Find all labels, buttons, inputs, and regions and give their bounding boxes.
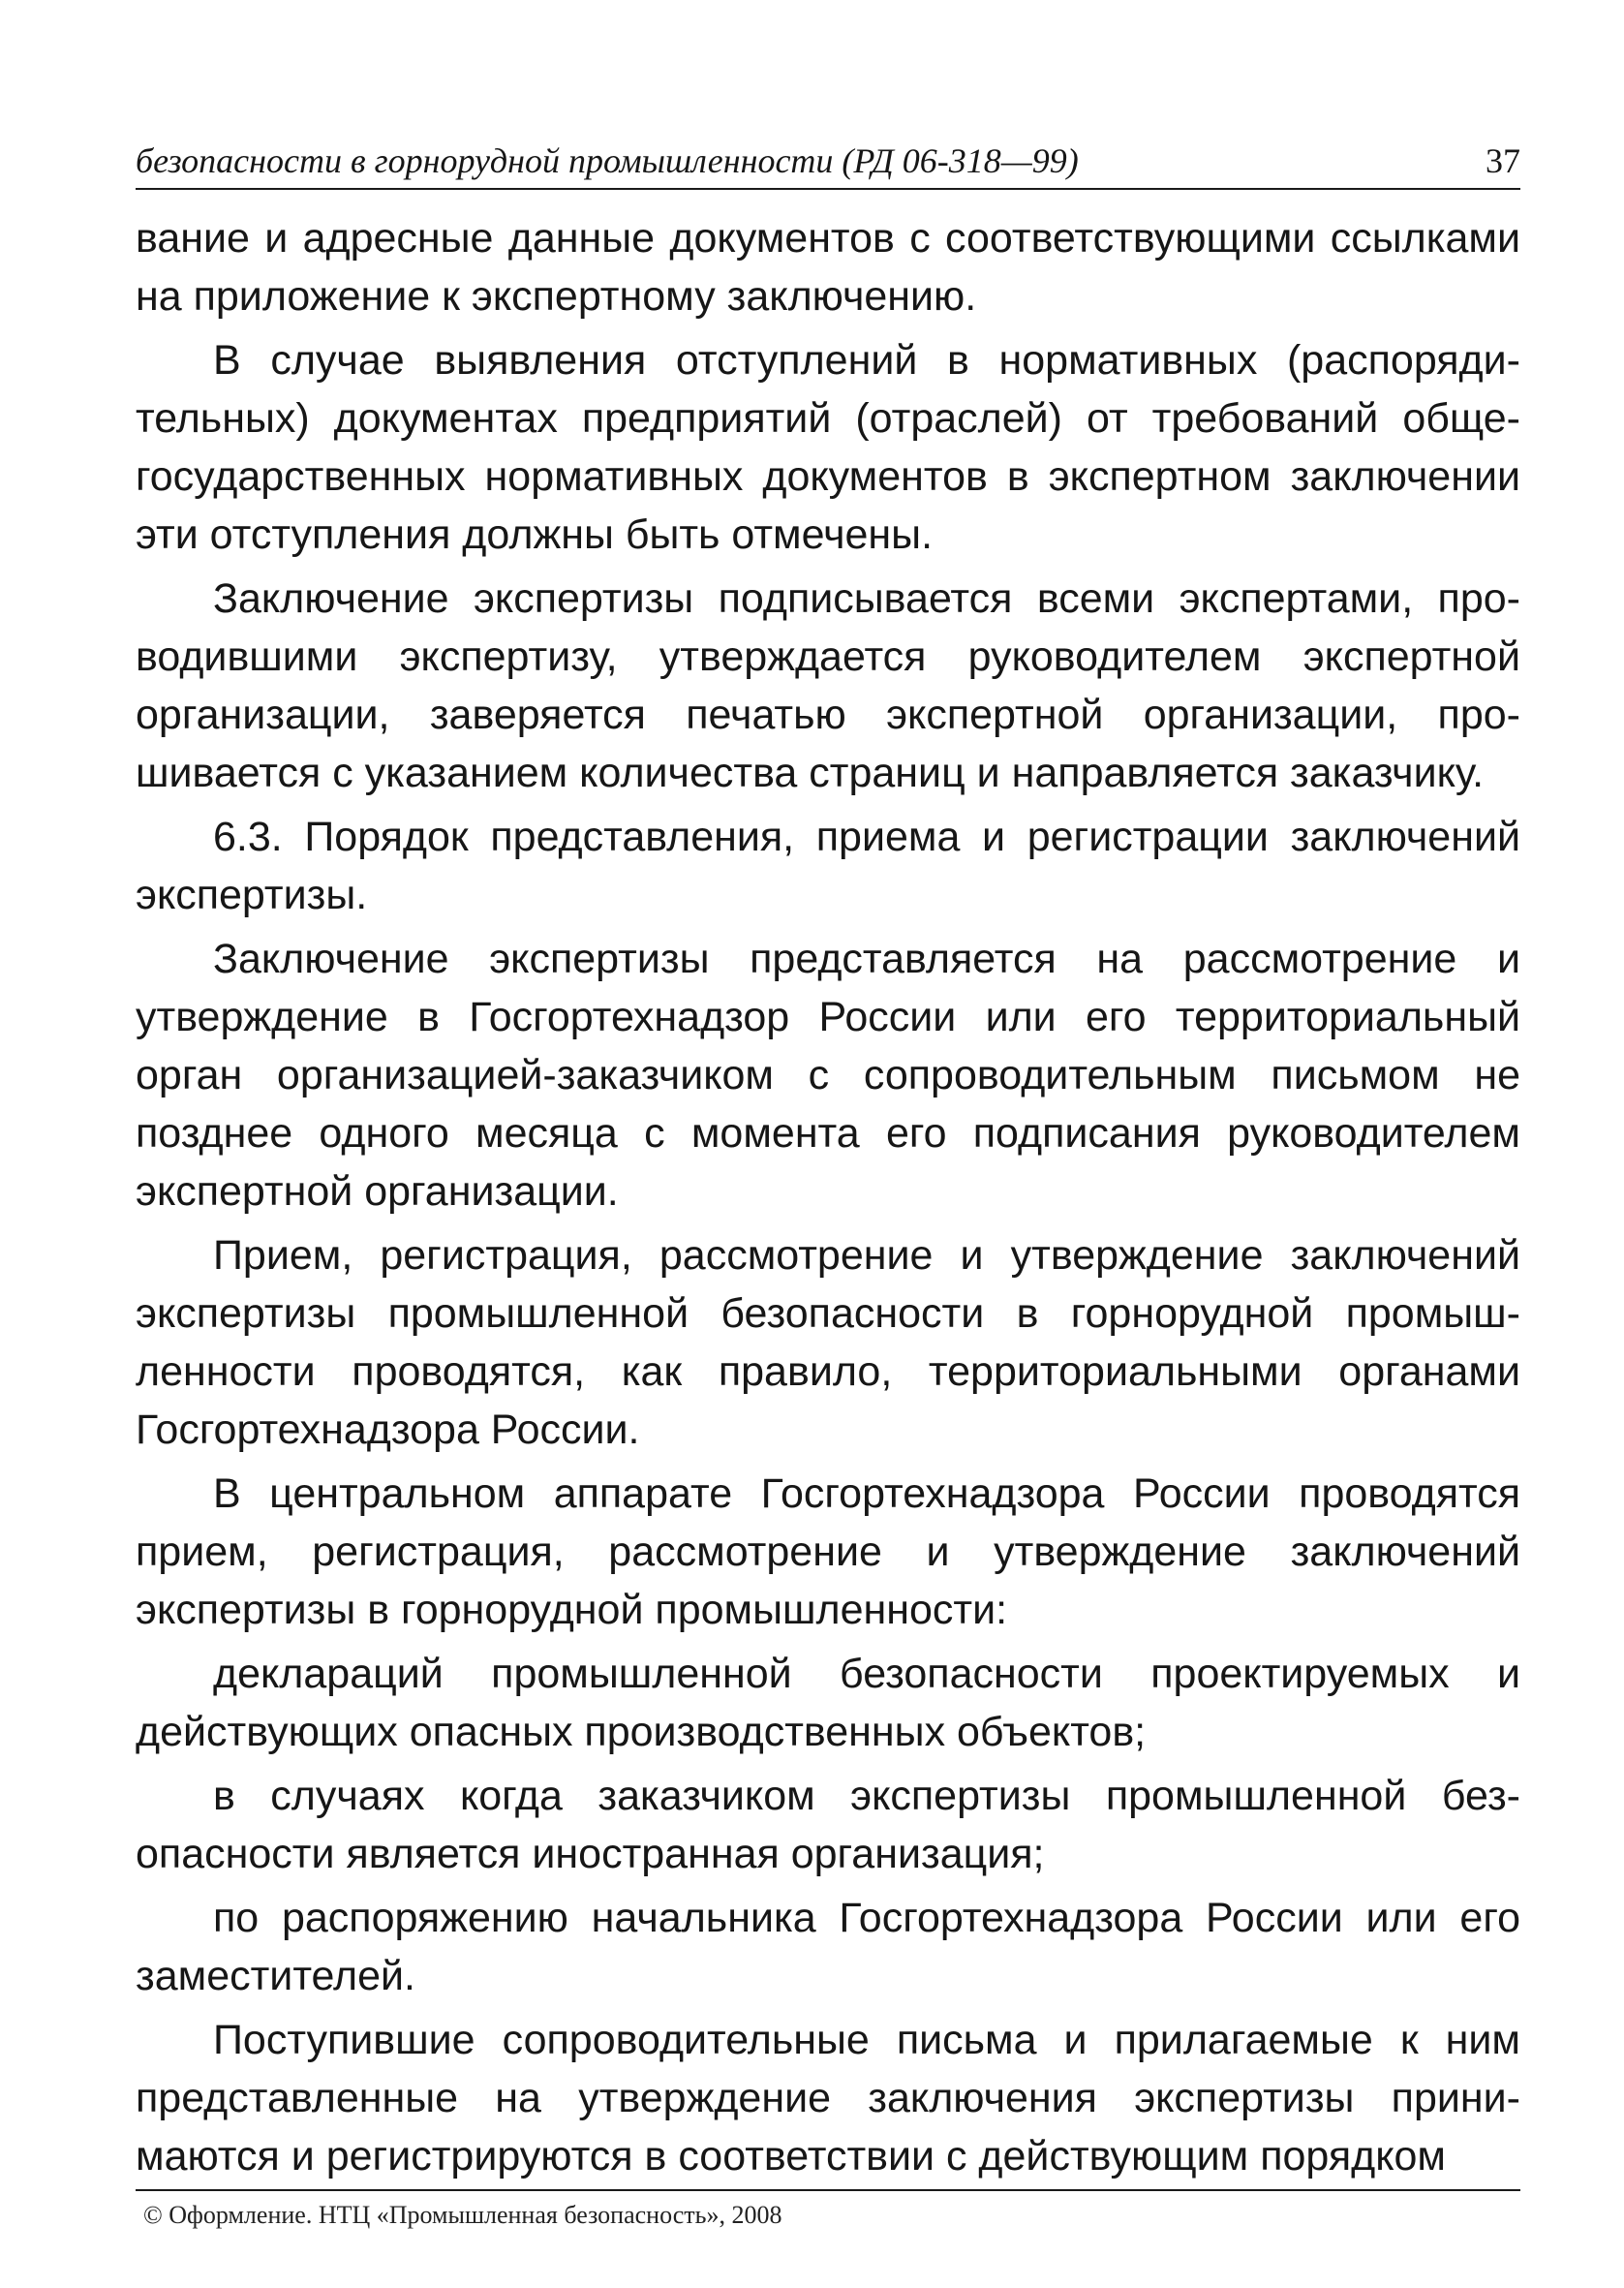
body-text: [136, 209, 1520, 2191]
footer-rule: [136, 2189, 1520, 2191]
list-item: по распоряжению начальника Госгортехнадзора России или его заместителей.: [136, 1895, 1520, 1999]
section-heading-6-3: 6.3. Порядок представления, приема и регистрации заключений экспертизы.: [136, 814, 1520, 918]
header-title: безопасности в горнорудной промышленности (РД 06-318—99): [136, 141, 1079, 180]
paragraph: Заключение экспертизы представляется на рассмотрение и утверждение в Госгортехнадзор России или его территориальный орган организацией-заказчиком с сопроводительным письмом не позднее одного месяца с момента его подписания руководителем экспертной организации.: [136, 936, 1520, 1215]
list-item: в случаях когда заказчиком экспертизы промышленной безопасности является иностранная организация;: [136, 1773, 1520, 1877]
list-item: деклараций промышленной безопасности проектируемых и действующих опасных производственных объектов;: [136, 1651, 1520, 1755]
paragraph-continued: вание и адресные данные документов с соответствующими ссылками на приложение к экспертному заключению.: [136, 215, 1520, 320]
page-number: 37: [1486, 141, 1520, 180]
paragraph: Заключение экспертизы подписывается всеми экспертами, проводившими экспертизу, утверждается руководителем экспертной организации, заверяется печатью экспертной организации, прошивается с указанием количества страниц и направляется заказчику.: [136, 575, 1520, 796]
paragraph: Поступившие сопроводительные письма и прилагаемые к ним представленные на утверждение заключения экспертизы принимаются и регистрируются в соответствии с действующим порядком: [136, 2017, 1520, 2180]
footer-copyright: © Оформление. НТЦ «Промышленная безопасность», 2008: [143, 2201, 782, 2229]
paragraph: В центральном аппарате Госгортехнадзора России проводятся прием, регистрация, рассмотрение и утверждение заключений экспертизы в горнорудной промышленности:: [136, 1470, 1520, 1633]
running-header: [136, 134, 1520, 190]
paragraph: Прием, регистрация, рассмотрение и утверждение заключений экспертизы промышленной безопасности в горнорудной промышленности проводятся, как правило, территориальными органами Госгортехнадзора России.: [136, 1232, 1520, 1453]
paragraph: В случае выявления отступлений в нормативных (распорядительных) документах предприятий (отраслей) от требований общегосударственных нормативных документов в экспертном заключении эти отступления должны быть отмечены.: [136, 337, 1520, 558]
